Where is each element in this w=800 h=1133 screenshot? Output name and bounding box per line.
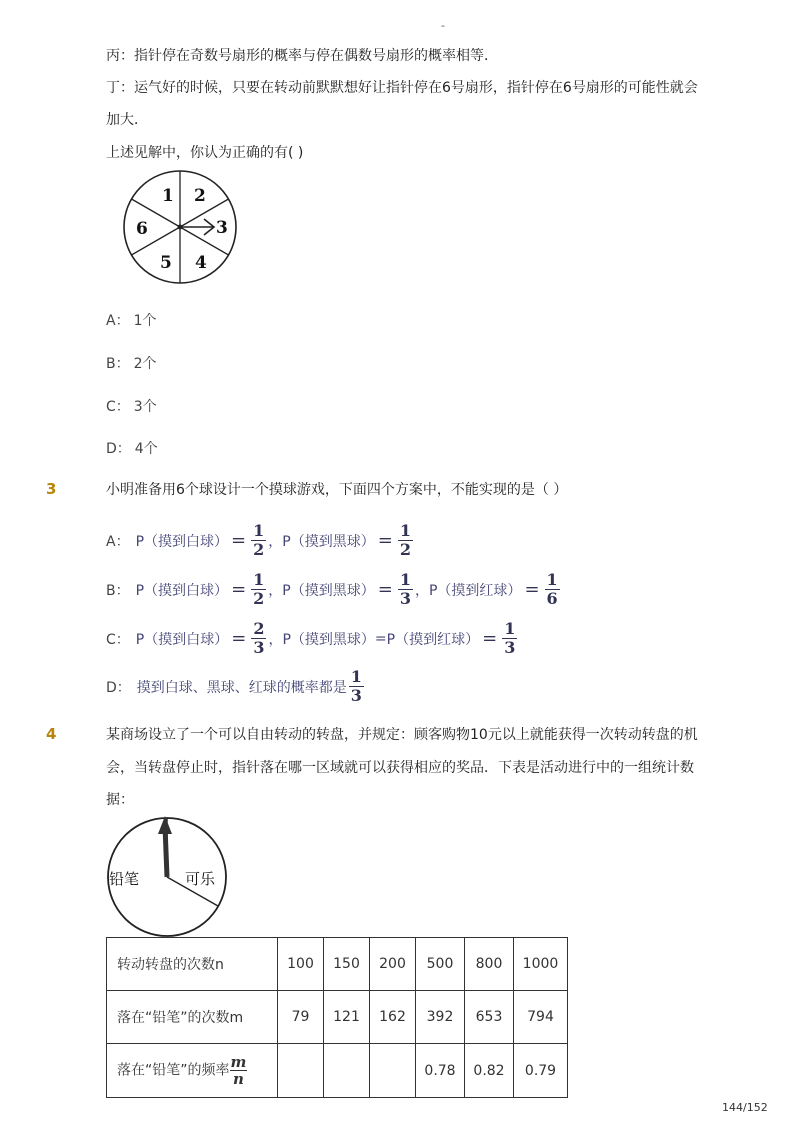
prob-black: P（摸到黑球） [282,631,375,648]
question4-stem-line3: 据： [106,792,134,808]
table-cell: 800 [465,938,514,991]
separator: ， [414,582,429,599]
option-text: 3个 [133,399,157,415]
question2-prompt: 上述见解中，你认为正确的有( ) [106,145,304,161]
option-label: B： [106,582,130,599]
table-cell: 392 [416,991,465,1044]
page-number: 144/152 [722,1101,768,1114]
table-row [107,991,568,1044]
equals-sign-inline: = [374,630,387,647]
table-cell [278,1044,324,1098]
fraction-m-over-n: $\frac{m}{n}$ [230,1053,247,1088]
option-d[interactable] [106,438,158,458]
option-text: 4个 [134,441,158,457]
table-cell: 1000 [514,938,568,991]
q3-option-b[interactable] [106,571,562,608]
question3-stem: 小明准备用6个球设计一个摸球游戏，下面四个方案中，不能实现的是（ ） [106,482,568,498]
header-mark: - [441,19,445,32]
option-label: A： [106,313,130,329]
table-cell: 794 [514,991,568,1044]
sector-number: 6 [136,219,148,239]
table-row [107,1044,568,1098]
table-cell: 121 [324,991,370,1044]
sector-number: 1 [162,186,174,206]
separator: ， [268,582,283,599]
table-cell: 0.78 [416,1044,465,1098]
prob-black: P（摸到黑球） [282,582,375,599]
table-cell: 0.79 [514,1044,568,1098]
table-cell: 100 [278,938,324,991]
sector-number: 2 [194,186,206,206]
sector-number: 4 [195,253,207,273]
prob-white: P（摸到白球） [135,582,229,599]
equals-sign: = [377,579,393,600]
option-text: 1个 [133,313,157,329]
row-header: 落在“铅笔”的次数m [107,991,278,1044]
separator: ， [268,631,283,648]
fraction: $\frac{1}{6}$ [546,570,558,608]
fraction: $\frac{1}{3}$ [399,570,411,608]
statement-ding-line2: 加大． [106,112,148,128]
fraction: $\frac{2}{3}$ [253,619,265,657]
option-label: C： [106,399,130,415]
wheel-label-pencil: 铅笔 [109,870,140,888]
prob-white: P（摸到白球） [135,533,229,550]
table-cell: 150 [324,938,370,991]
table-cell [370,1044,416,1098]
sector-number: 5 [160,253,172,273]
option-label: C： [106,631,130,648]
statement-bing: 丙：指针停在奇数号扇形的概率与停在偶数号扇形的概率相等． [106,48,498,64]
equals-sign: = [482,628,498,649]
q3-option-a[interactable] [106,522,415,559]
option-label: B： [106,356,130,372]
table-row [107,938,568,991]
equals-sign: = [231,628,247,649]
question-number: 4 [46,725,57,743]
option-c[interactable] [106,396,157,416]
statistics-table [106,937,568,1098]
equals-sign: = [231,530,247,551]
table-cell: 79 [278,991,324,1044]
option-label: D： [106,679,131,696]
q3-option-d[interactable] [106,668,366,705]
q3-option-c[interactable] [106,620,519,657]
option-a[interactable] [106,310,157,330]
row-header [107,1044,278,1098]
prize-wheel [103,812,233,937]
option-b[interactable] [106,353,157,373]
sector-number: 3 [216,218,228,238]
prob-red: P（摸到红球） [428,582,522,599]
table-cell: 653 [465,991,514,1044]
prob-red: P（摸到红球） [386,631,480,648]
table-cell: 200 [370,938,416,991]
option-label: A： [106,533,130,550]
question4-stem-line2: 会，当转盘停止时，指针落在哪一区域就可以获得相应的奖品．下表是活动进行中的一组统计数 [106,760,694,776]
statement-ding-line1: 丁：运气好的时候，只要在转动前默默想好让指针停在6号扇形，指针停在6号扇形的可能性就会 [106,80,698,96]
separator: ， [268,533,283,550]
six-sector-spinner [120,168,240,288]
row-header-text: 落在“铅笔”的频率 [117,1062,230,1079]
fraction: $\frac{1}{3}$ [504,619,516,657]
question4-stem-line1: 某商场设立了一个可以自由转动的转盘，并规定：顾客购物10元以上就能获得一次转动转盘的机 [106,727,698,743]
fraction: $\frac{1}{2}$ [253,570,265,608]
row-header: 转动转盘的次数n [107,938,278,991]
prob-white: P（摸到白球） [135,631,229,648]
option-label: D： [106,441,131,457]
table-cell [324,1044,370,1098]
table-cell: 162 [370,991,416,1044]
equals-sign: = [524,579,540,600]
fraction: $\frac{1}{2}$ [253,521,265,559]
table-cell: 500 [416,938,465,991]
prob-black: P（摸到黑球） [282,533,375,550]
equals-sign: = [377,530,393,551]
option-text: 2个 [133,356,157,372]
option-text: 摸到白球、黑球、红球的概率都是 [136,679,347,696]
wheel-label-cola: 可乐 [185,870,216,888]
fraction: $\frac{1}{2}$ [399,521,411,559]
table-cell: 0.82 [465,1044,514,1098]
equals-sign: = [231,579,247,600]
fraction: $\frac{1}{3}$ [350,667,362,705]
question-number: 3 [46,480,57,498]
